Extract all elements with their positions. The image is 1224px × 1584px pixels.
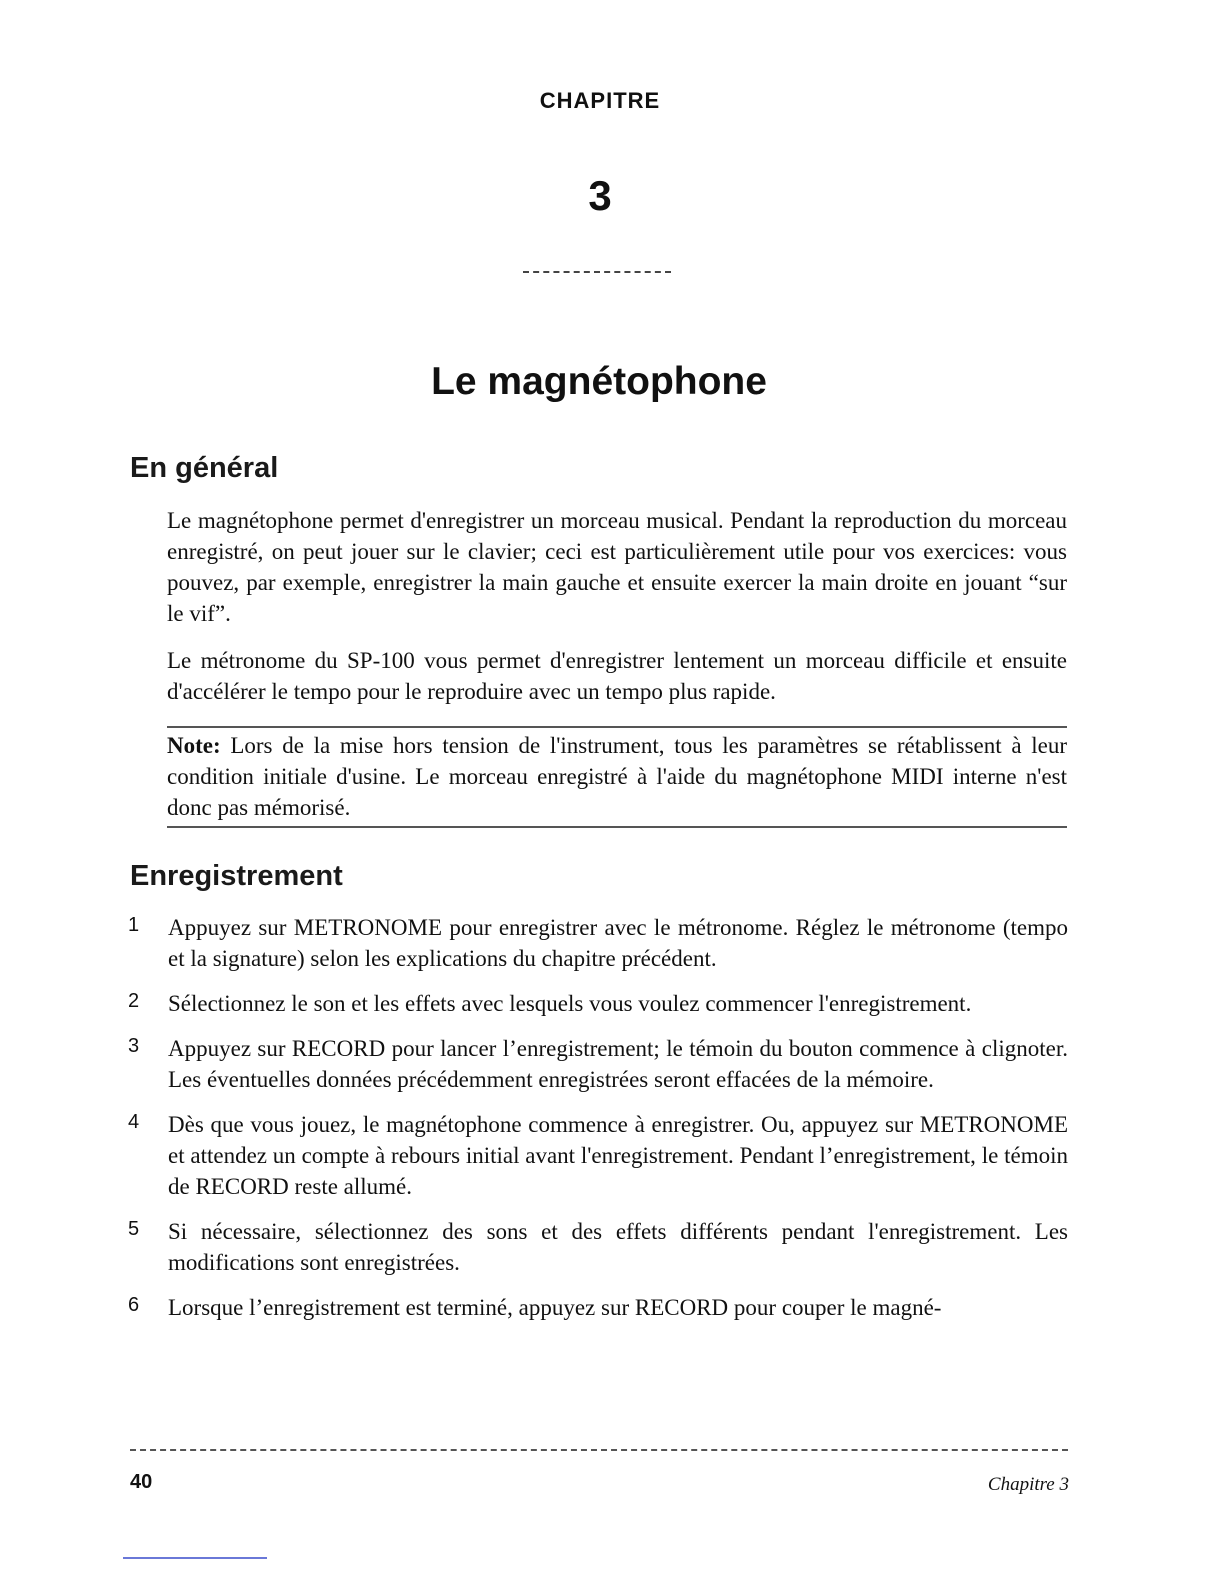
footer-chapter-ref: Chapitre 3 — [987, 1474, 1069, 1495]
step-text: Sélectionnez le son et les effets avec lesquels vous voulez commencer l'enregistrement. — [168, 991, 972, 1016]
page-number: 40 — [130, 1471, 153, 1493]
chapter-label: CHAPITRE — [539, 88, 661, 113]
step-item — [128, 1292, 1068, 1323]
section-heading-recording: Enregistrement — [130, 860, 343, 892]
note-text: Lors de la mise hors tension de l'instrument, tous les paramètres se rétablissent à leur condition initiale d'usine. Le morceau enregistré à l'aide du magnétophone MIDI interne n'est donc pas mémorisé. — [167, 733, 1067, 820]
step-number: 2 — [128, 990, 140, 1012]
section-heading-general: En général — [130, 452, 279, 484]
note-label: Note: — [167, 733, 221, 758]
step-item — [128, 1109, 1068, 1202]
step-text: Appuyez sur RECORD pour lancer l’enregistrement; le témoin du bouton commence à clignoter. Les éventuelles données précédemment enregistrées seront effacées de la mémoire. — [168, 1036, 1068, 1092]
chapter-number: 3 — [588, 172, 612, 219]
step-number: 5 — [128, 1218, 140, 1240]
step-item — [128, 988, 1068, 1019]
step-item — [128, 1216, 1068, 1278]
chapter-divider — [523, 271, 671, 273]
note-box — [167, 726, 1067, 828]
footer-divider — [130, 1449, 1068, 1451]
page-title: Le magnétophone — [431, 360, 767, 403]
steps-list — [128, 912, 1068, 1337]
bottom-rule — [123, 1557, 267, 1559]
paragraph: Le magnétophone permet d'enregistrer un morceau musical. Pendant la reproduction du morceau enregistré, on peut jouer sur le clavier; ceci est particulièrement utile pour vos exercices: vous pouvez, par exemple, enregistrer la main gauche et ensuite exercer la main droite en jouant “sur le vif”. — [167, 508, 1067, 626]
step-number: 6 — [128, 1294, 140, 1316]
step-text: Dès que vous jouez, le magnétophone commence à enregistrer. Ou, appuyez sur METRONOME et attendez un compte à rebours initial avant l'enregistrement. Pendant l’enregistrement, le témoin de RECORD reste allumé. — [168, 1112, 1068, 1199]
step-text: Lorsque l’enregistrement est terminé, appuyez sur RECORD pour couper le magné- — [168, 1295, 942, 1320]
step-text: Appuyez sur METRONOME pour enregistrer avec le métronome. Réglez le métronome (tempo et la signature) selon les explications du chapitre précédent. — [168, 915, 1068, 971]
step-text: Si nécessaire, sélectionnez des sons et des effets différents pendant l'enregistrement. Les modifications sont enregistrées. — [168, 1219, 1068, 1275]
paragraph: Le métronome du SP-100 vous permet d'enregistrer lentement un morceau difficile et ensuite d'accélérer le tempo pour le reproduire avec un tempo plus rapide. — [167, 648, 1067, 704]
step-item — [128, 912, 1068, 974]
step-number: 3 — [128, 1035, 140, 1057]
step-number: 4 — [128, 1111, 140, 1133]
step-item — [128, 1033, 1068, 1095]
step-number: 1 — [128, 914, 140, 936]
